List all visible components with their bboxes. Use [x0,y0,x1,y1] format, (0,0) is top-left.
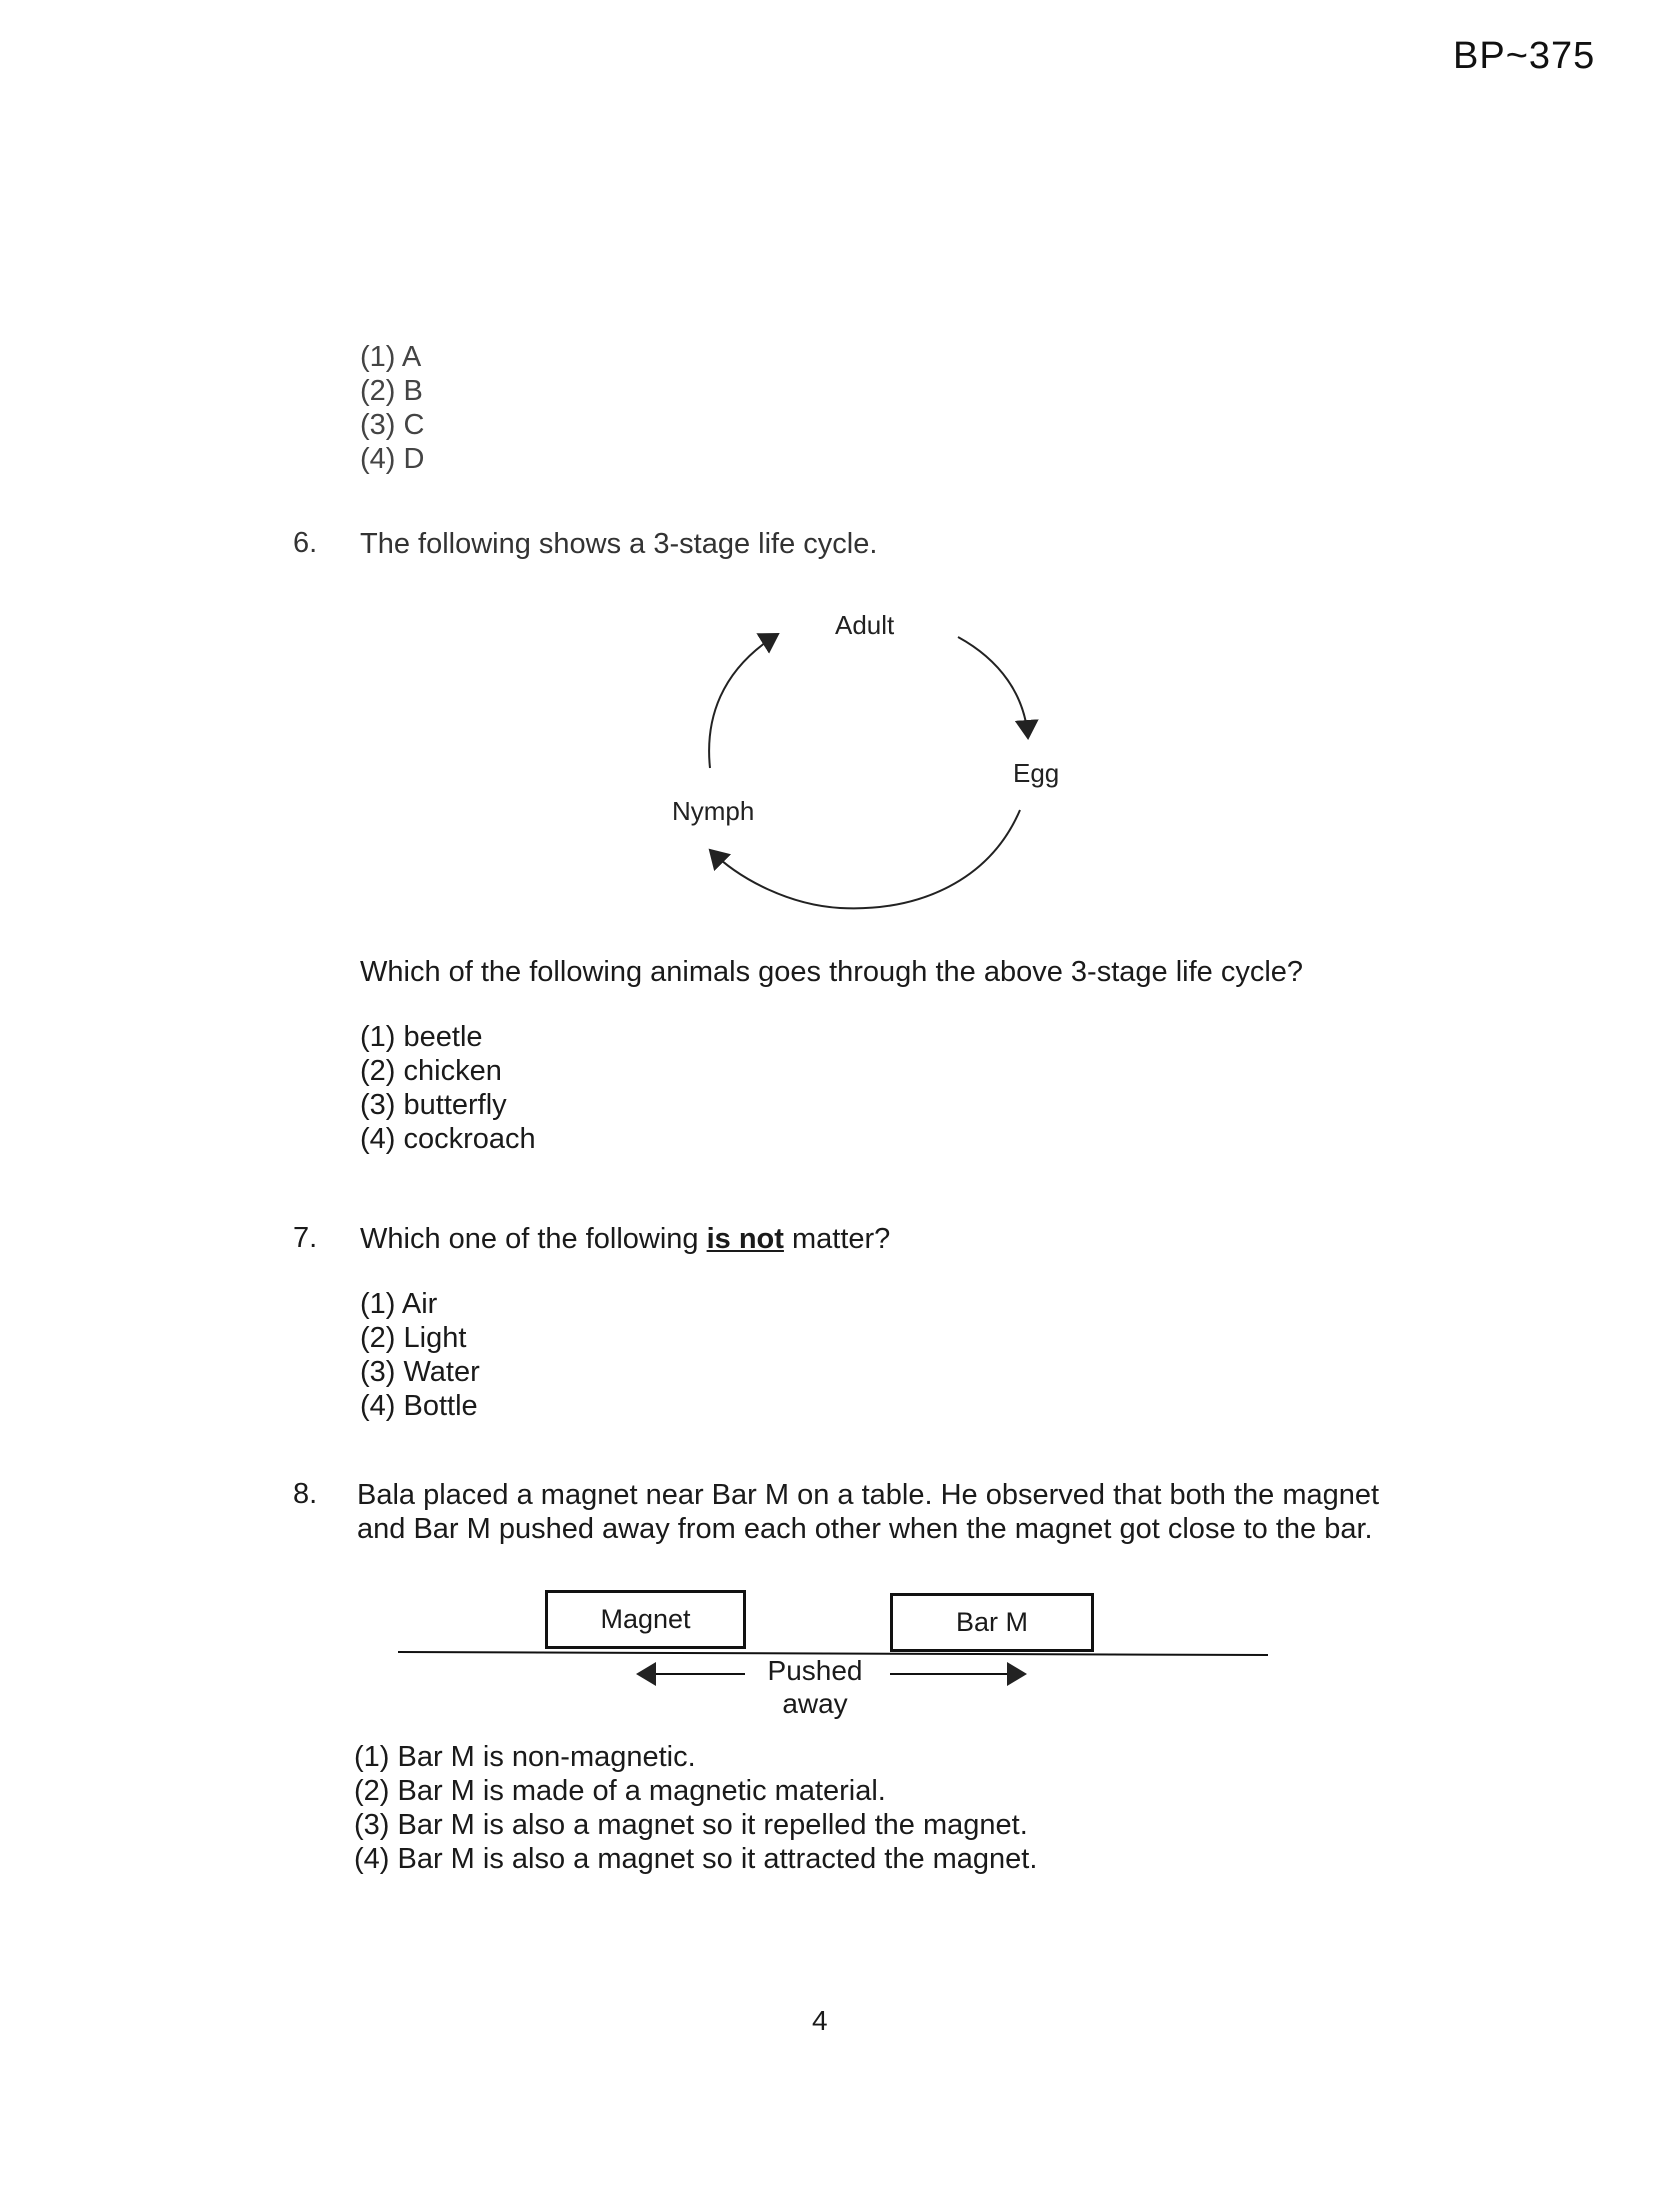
q8-question-line-1: Bala placed a magnet near Bar M on a table. He observed that both the magnet [357,1479,1380,1511]
q7-option-3: (3) Water [360,1356,480,1388]
q7-option-2: (2) Light [360,1322,467,1354]
q8-option-4: (4) Bar M is also a magnet so it attracted the magnet. [354,1843,1038,1875]
q8-option-2: (2) Bar M is made of a magnetic material. [354,1775,886,1807]
bar-m-label: Bar M [955,1607,1028,1637]
q6-number: 6. [293,527,318,559]
cycle-label-adult: Adult [835,610,895,640]
q7-number: 7. [293,1222,318,1254]
q6-option-1: (1) beetle [360,1021,483,1053]
magnet-box [545,1590,746,1649]
q8-option-1: (1) Bar M is non-magnetic. [354,1741,696,1773]
q6-option-3: (3) butterfly [360,1089,507,1121]
pushed-away-line-1: Pushed [767,1655,863,1686]
q8-number: 8. [293,1478,318,1510]
q7-question-start: Which one of the following [360,1223,707,1255]
q7-question-emphasis: is not [706,1223,784,1255]
magnet-label: Magnet [600,1604,691,1634]
q8-question-line-2: and Bar M pushed away from each other when the magnet got close to the bar. [357,1513,1373,1545]
q6-intro: The following shows a 3-stage life cycle. [360,528,878,560]
q8-options [354,1740,1037,1876]
cycle-label-egg: Egg [1013,758,1060,788]
cycle-label-nymph: Nymph [672,796,755,826]
q6-option-2: (2) chicken [360,1055,502,1087]
bar-m-box [890,1593,1094,1652]
q5-option-4: (4) D [360,443,425,475]
q5-option-2: (2) B [360,375,423,407]
q5-option-3: (3) C [360,409,425,441]
q7-question-end: matter? [783,1223,891,1255]
pushed-away-label [740,1654,890,1720]
q6-option-4: (4) cockroach [360,1123,536,1155]
pushed-away-line-2: away [782,1688,848,1719]
document-code: BP~375 [1453,35,1596,77]
q7-option-4: (4) Bottle [360,1390,478,1422]
q5-option-1: (1) A [360,341,422,373]
q6-question: Which of the following animals goes through the above 3-stage life cycle? [360,956,1304,988]
q7-option-1: (1) Air [360,1288,438,1320]
q8-option-3: (3) Bar M is also a magnet so it repelled the magnet. [354,1809,1028,1841]
page-number: 4 [812,2005,828,2036]
